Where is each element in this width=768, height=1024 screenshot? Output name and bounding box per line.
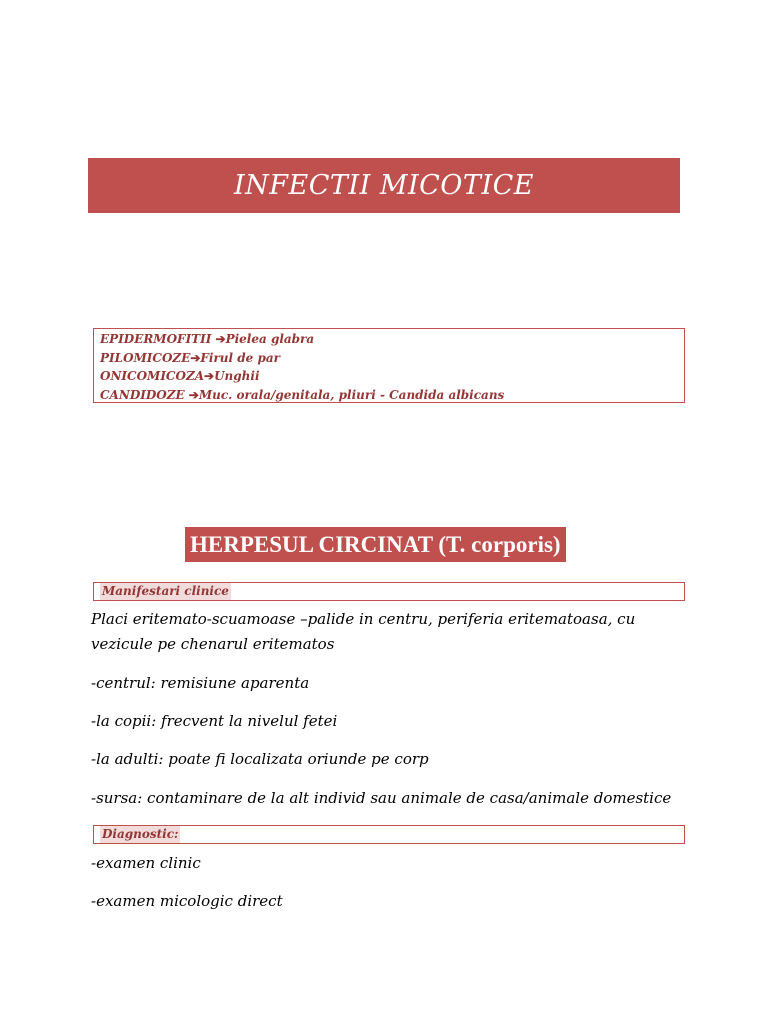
section-title: HERPESUL CIRCINAT (T. corporis) bbox=[185, 527, 566, 562]
manifestation-paragraph: -centrul: remisiune aparenta bbox=[91, 674, 310, 692]
manifestation-paragraph: -sursa: contaminare de la alt individ sau animale de casa/animale domestice bbox=[91, 789, 672, 807]
diagnostic-subheading-box bbox=[93, 825, 685, 844]
infection-item bbox=[100, 349, 684, 368]
arrow-right-icon: ➔ bbox=[204, 369, 215, 383]
infection-item bbox=[100, 386, 684, 405]
manifestations-subheading: Manifestari clinice bbox=[102, 584, 229, 598]
document-title-banner bbox=[88, 158, 680, 213]
diagnostic-paragraph: -examen clinic bbox=[91, 854, 201, 872]
diagnostic-subheading: Diagnostic: bbox=[102, 827, 179, 841]
arrow-right-icon: ➔ bbox=[190, 350, 201, 365]
infection-name: CANDIDOZE bbox=[100, 387, 189, 402]
document-title: INFECTII MICOTICE bbox=[234, 170, 534, 201]
infection-name: PILOMICOZE bbox=[100, 350, 191, 365]
infection-item bbox=[100, 330, 684, 349]
manifestations-subheading-box bbox=[93, 582, 685, 601]
infection-name: EPIDERMOFITII bbox=[100, 332, 216, 346]
arrow-right-icon: ➔ bbox=[215, 332, 226, 346]
infection-site: Firul de par bbox=[200, 350, 280, 365]
arrow-right-icon: ➔ bbox=[188, 387, 199, 402]
diagnostic-paragraph: -examen micologic direct bbox=[91, 892, 283, 910]
infection-site: Pielea glabra bbox=[225, 332, 315, 346]
infection-site: Muc. orala/genitala, pliuri - Candida albicans bbox=[198, 387, 505, 402]
infection-name: ONICOMICOZA bbox=[100, 369, 205, 383]
manifestation-paragraph: Placi eritemato-scuamoase –palide in centru, periferia eritematoasa, cu vezicule pe chenarul eritematos bbox=[91, 610, 636, 653]
manifestation-paragraph: -la adulti: poate fi localizata oriunde pe corp bbox=[91, 750, 429, 768]
infection-item bbox=[100, 367, 684, 386]
infection-types-box bbox=[93, 328, 685, 403]
infection-site: Unghii bbox=[214, 369, 260, 383]
manifestation-paragraph: -la copii: frecvent la nivelul fetei bbox=[91, 712, 338, 730]
